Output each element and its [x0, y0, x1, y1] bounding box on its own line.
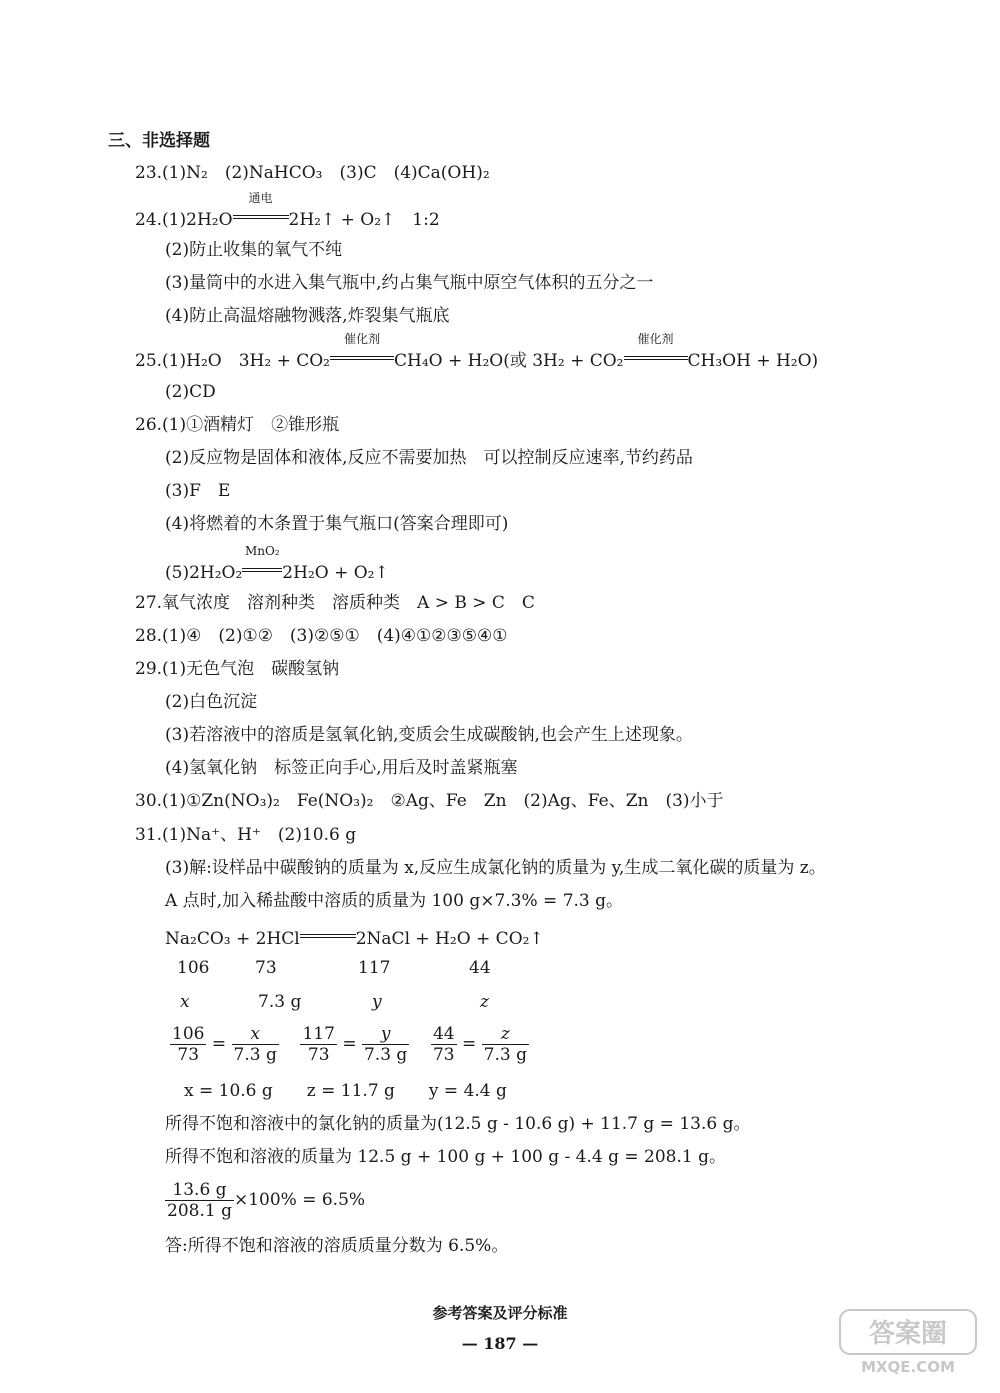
solution-results: x = 10.6 g z = 11.7 g y = 4.4 g: [184, 1081, 507, 1101]
question-31-line-2: (3)解:设样品中碳酸钠的质量为 x,反应生成氯化钠的质量为 y,生成二氧化碳的质量为 z。: [165, 858, 826, 878]
equation-part: CH₃OH + H₂O): [687, 351, 819, 371]
question-24-line-3: (3)量筒中的水进入集气瓶中,约占集气瓶中原空气体积的五分之一: [165, 273, 654, 293]
equation-products: 2H₂O + O₂↑: [282, 563, 389, 583]
equation-part: (1)H₂O 3H₂ + CO₂: [162, 351, 330, 371]
question-24-line-4: (4)防止高温熔融物溅落,炸裂集气瓶底: [165, 306, 450, 326]
equals-arrow: [300, 925, 356, 944]
question-26-line-3: (3)F E: [165, 481, 231, 501]
numerator: y: [362, 1024, 409, 1045]
reaction-condition-arrow: [330, 332, 394, 366]
numerator: x: [232, 1024, 279, 1045]
fraction: [232, 1024, 279, 1065]
fraction: [300, 1024, 336, 1065]
question-25-line-2: (2)CD: [165, 382, 216, 402]
question-24-line-2: (2)防止收集的氧气不纯: [165, 240, 343, 260]
footer-title: 参考答案及评分标准: [432, 1304, 568, 1322]
denominator: 7.3 g: [483, 1045, 527, 1065]
proportion-equations: $\frac{106}{73}$ = $\frac{x}{7.3 g}$ $\frac{117}{73}$ = $\frac{y}{7.3 g}$ $\frac{44}{73}$ = $\frac{z}{7.3 g}$: [172, 1024, 527, 1065]
question-number: 24.: [135, 210, 163, 230]
watermark-logo: [838, 1308, 978, 1378]
equation-products: 2H₂↑ + O₂↑ 1:2: [288, 210, 440, 230]
numerator: z: [482, 1024, 529, 1045]
sodium-chloride-mass: 所得不饱和溶液中的氯化钠的质量为(12.5 g - 10.6 g) + 11.7 g = 13.6 g。: [165, 1114, 751, 1134]
question-number: 27.: [135, 593, 163, 613]
numerator: 117: [302, 1024, 335, 1044]
question-number: 23.: [135, 163, 163, 183]
fraction: [431, 1024, 457, 1065]
question-29-line-2: (2)白色沉淀: [165, 692, 258, 712]
unknown-x: x: [180, 992, 190, 1012]
answer-text: (1)无色气泡 碳酸氢钠: [162, 659, 340, 679]
equation-products: 2NaCl + H₂O + CO₂↑: [355, 929, 544, 949]
question-31-line-3: A 点时,加入稀盐酸中溶质的质量为 100 g×7.3% = 7.3 g。: [165, 891, 624, 911]
denominator: 73: [307, 1045, 330, 1065]
question-number: 25.: [135, 351, 163, 371]
numerator: 106: [172, 1024, 205, 1044]
fraction: [482, 1024, 529, 1065]
section-title: 三、非选择题: [108, 131, 210, 151]
question-29-line-4: (4)氢氧化钠 标签正向手心,用后及时盖紧瓶塞: [165, 758, 518, 778]
mass-fraction-calculation: [165, 1180, 365, 1221]
unknown-y: y: [372, 992, 382, 1012]
numerator: 44: [432, 1024, 455, 1044]
answer-text: (1)①Zn(NO₃)₂ Fe(NO₃)₂ ②Ag、Fe Zn (2)Ag、Fe、Zn (3)小于: [162, 791, 724, 811]
denominator: 73: [177, 1045, 200, 1065]
answer-text: (1)④ (2)①② (3)②⑤① (4)④①②③⑤④①: [162, 626, 508, 646]
reaction-condition-arrow: [233, 191, 289, 225]
question-number: 30.: [135, 791, 163, 811]
equation-part: CH₄O + H₂O(或 3H₂ + CO₂: [393, 351, 624, 371]
unknown-z: z: [480, 992, 489, 1012]
answer-text: 氧气浓度 溶剂种类 溶质种类 A > B > C C: [162, 593, 535, 613]
fraction: [170, 1024, 206, 1065]
solution-mass: 所得不饱和溶液的质量为 12.5 g + 100 g + 100 g - 4.4 g = 208.1 g。: [165, 1147, 726, 1167]
question-26-line-1: [135, 414, 339, 436]
molar-mass-73: 73: [255, 958, 277, 978]
denominator: 208.1 g: [167, 1201, 232, 1221]
question-26-line-5: [165, 544, 389, 584]
equation-reactants: (1)2H₂O: [162, 210, 233, 230]
question-number: 28.: [135, 626, 163, 646]
question-number: 29.: [135, 659, 163, 679]
question-25-line-1: [135, 332, 819, 372]
question-number: 26.: [135, 415, 163, 435]
reaction-condition: MnO₂: [244, 544, 280, 558]
reaction-condition: 催化剂: [343, 332, 380, 346]
molar-mass-117: 117: [358, 958, 391, 978]
watermark-url: MXQE.COM: [861, 1358, 955, 1376]
equation-reactants: (5)2H₂O₂: [165, 563, 243, 583]
denominator: 7.3 g: [363, 1045, 408, 1065]
fraction: [362, 1024, 409, 1065]
molar-mass-106: 106: [177, 958, 210, 978]
chemical-equation: [165, 925, 544, 950]
reaction-condition-arrow: [242, 544, 282, 578]
page-number: — 187 —: [461, 1334, 539, 1353]
numerator: 13.6 g: [165, 1180, 234, 1201]
answer-text: (1)N₂ (2)NaHCO₃ (3)C (4)Ca(OH)₂: [162, 163, 490, 183]
question-24-line-1: [135, 191, 440, 231]
question-number: 31.: [135, 825, 163, 845]
molar-mass-44: 44: [469, 958, 491, 978]
question-23: [135, 162, 490, 184]
question-27: [135, 592, 535, 614]
answer-text: (1)①酒精灯 ②锥形瓶: [162, 415, 340, 435]
denominator: 73: [432, 1045, 455, 1065]
reaction-condition: 通电: [248, 191, 273, 205]
question-26-line-2: (2)反应物是固体和液体,反应不需要加热 可以控制反应速率,节约药品: [165, 448, 693, 468]
question-30: [135, 790, 724, 812]
fraction: [165, 1180, 234, 1221]
question-29-line-1: [135, 658, 339, 680]
question-28: [135, 625, 508, 647]
reaction-condition: 催化剂: [637, 332, 674, 346]
answer-text: (1)Na⁺、H⁺ (2)10.6 g: [162, 825, 357, 845]
reaction-condition-arrow: [624, 332, 688, 366]
question-29-line-3: (3)若溶液中的溶质是氢氧化钠,变质会生成碳酸钠,也会产生上述现象。: [165, 725, 693, 745]
denominator: 7.3 g: [233, 1045, 277, 1065]
question-31-line-1: [135, 824, 356, 846]
final-answer: 答:所得不饱和溶液的溶质质量分数为 6.5%。: [165, 1236, 509, 1256]
watermark-title: 答案圈: [868, 1319, 948, 1349]
known-hcl-mass: 7.3 g: [258, 992, 302, 1012]
percent-result: ×100% = 6.5%: [233, 1190, 366, 1210]
question-26-line-4: (4)将燃着的木条置于集气瓶口(答案合理即可): [165, 514, 509, 534]
equation-reactants: Na₂CO₃ + 2HCl: [165, 929, 300, 949]
